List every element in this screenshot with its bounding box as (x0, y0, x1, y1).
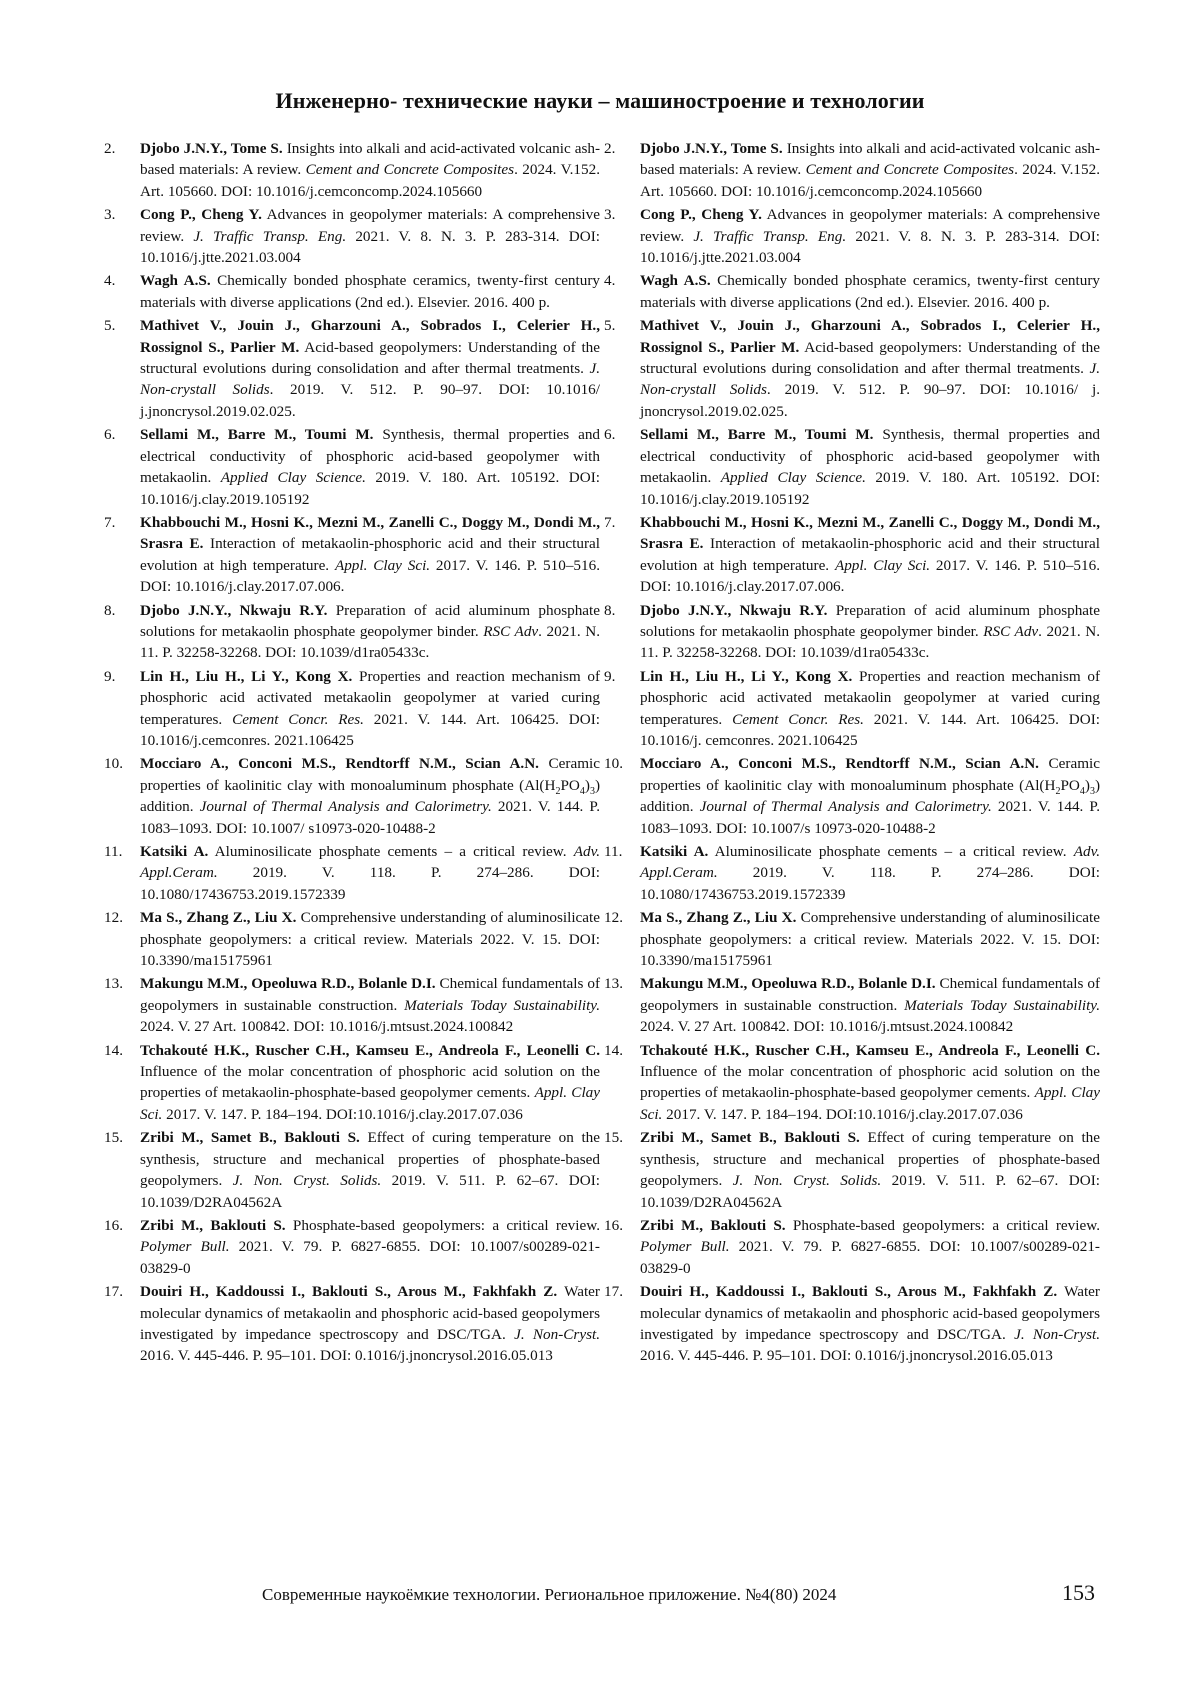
reference-source: Adv. Appl.Ceram. (640, 843, 1100, 882)
reference-item (104, 973, 600, 1037)
reference-authors: Mathivet V., Jouin J., Gharzouni A., Sobrados I., Celerier H., Rossignol S., Parlier M. (640, 317, 1100, 356)
reference-text (640, 1283, 1100, 1364)
reference-number: 13. (604, 975, 623, 993)
reference-item (604, 666, 1100, 752)
reference-title: Chemically bonded phosphate ceramics, twenty-first century materials with diverse applications (2nd ed.). Elsevier. 2016. 400 p. (140, 272, 600, 311)
reference-authors: Djobo J.N.Y., Nkwaju R.Y. (140, 601, 328, 619)
reference-item (104, 1040, 600, 1126)
reference-details: 2021. V. 144. Art. 106425. DOI: 10.1016/j.cemconres. 2021.106425 (140, 710, 600, 749)
reference-item (604, 270, 1100, 313)
reference-text (140, 1129, 600, 1210)
reference-item (604, 424, 1100, 510)
right-column (604, 138, 1100, 1369)
reference-source: Applied Clay Science. (220, 469, 366, 487)
reference-details: 2017. V. 146. P. 510–516. DOI: 10.1016/j.clay.2017.07.006. (640, 556, 1100, 596)
reference-details: 2019. V. 511. P. 62–67. DOI: 10.1039/D2RA04562A (140, 1172, 600, 1211)
reference-authors: Tchakouté H.K., Ruscher C.H., Kamseu E., Andreola F., Leonelli C. (640, 1041, 1100, 1059)
reference-authors: Khabbouchi M., Hosni K., Mezni M., Zanelli C., Doggy M., Dondi M., Srasra E. (140, 513, 600, 553)
reference-details: 2019. V. 180. Art. 105192. DOI: 10.1016/j.clay.2019.105192 (140, 469, 600, 508)
reference-text (640, 140, 1100, 200)
reference-source: Appl. Clay Sci. (640, 1084, 1100, 1123)
reference-text (140, 1217, 600, 1277)
reference-authors: Sellami M., Barre M., Toumi M. (140, 426, 374, 444)
reference-item (604, 753, 1100, 839)
reference-authors: Cong P., Cheng Y. (140, 206, 262, 224)
reference-title: Properties and reaction mechanism of phosphoric acid activated metakaolin geopolymer at varied curing temperatures. (140, 667, 601, 728)
reference-item (104, 424, 600, 510)
footer-journal-title: Современные наукоёмкие технологии. Региональное приложение. №4(80) 2024 (262, 1585, 837, 1604)
reference-number: 8. (104, 601, 116, 619)
reference-text (140, 668, 600, 749)
reference-number: 11. (604, 843, 623, 860)
reference-item (104, 600, 600, 664)
reference-text (640, 1042, 1100, 1123)
reference-source: Polymer Bull. (640, 1238, 730, 1256)
reference-details: 2016. V. 445-446. P. 95–101. DOI: 0.1016/j.jnoncrysol.2016.05.013 (140, 1347, 553, 1365)
reference-source: Appl. Clay Sci. (834, 556, 931, 574)
reference-authors: Zribi M., Baklouti S. (640, 1216, 786, 1234)
reference-number: 6. (604, 426, 616, 444)
reference-title: Aluminosilicate phosphate cements – a critical review. (208, 843, 574, 860)
reference-title: Properties and reaction mechanism of phosphoric acid activated metakaolin geopolymer at varied curing temperatures. (640, 667, 1101, 728)
reference-source: Materials Today Sustainability. (904, 996, 1100, 1014)
reference-details: 2019. V. 180. Art. 105192. DOI: 10.1016/j.clay.2019.105192 (640, 469, 1100, 508)
reference-number: 14. (604, 1041, 623, 1059)
reference-item (604, 907, 1100, 971)
reference-details: 2024. V. 27 Art. 100842. DOI: 10.1016/j.mtsust.2024.100842 (640, 1018, 1014, 1036)
reference-details: 2021. V. 8. N. 3. P. 283-314. DOI: 10.1016/j.jtte.2021.03.004 (140, 227, 600, 267)
reference-source: J. Traffic Transp. Eng. (693, 227, 847, 245)
reference-source: Journal of Thermal Analysis and Calorimetry. (199, 798, 492, 816)
reference-source: RSC Adv (483, 622, 539, 640)
reference-source: J. Non-crystall Solids (140, 360, 600, 399)
reference-authors: Zribi M., Samet B., Baklouti S. (640, 1129, 860, 1147)
formula-part: ) (584, 776, 590, 794)
reference-authors: Khabbouchi M., Hosni K., Mezni M., Zanelli C., Doggy M., Dondi M., Srasra E. (640, 513, 1100, 553)
reference-text (140, 206, 600, 266)
reference-number: 4. (604, 272, 616, 290)
reference-text (140, 272, 600, 310)
reference-details: 2021. V. 144. P. 1083–1093. DOI: 10.1007/s 10973-020-10488-2 (640, 798, 1100, 837)
reference-text (640, 602, 1100, 662)
reference-item (104, 270, 600, 313)
reference-authors: Lin H., Liu H., Li Y., Kong X. (140, 667, 353, 685)
reference-list-right (604, 138, 1100, 1367)
reference-text (640, 668, 1100, 749)
reference-details: . 2021. N. 11. P. 32258-32268. DOI: 10.1039/d1ra05433c. (640, 622, 1101, 662)
reference-details: 2024. V. 27 Art. 100842. DOI: 10.1016/j.mtsust.2024.100842 (140, 1018, 514, 1036)
reference-item (604, 204, 1100, 268)
reference-item (604, 841, 1100, 905)
reference-source: J. Non. Cryst. Solids. (232, 1172, 382, 1190)
reference-details: 2021. V. 144. P. 1083–1093. DOI: 10.1007/ s10973-020-10488-2 (140, 798, 600, 837)
reference-text (640, 206, 1100, 266)
reference-number: 3. (104, 206, 116, 224)
reference-number: 10. (104, 755, 123, 773)
reference-item (604, 973, 1100, 1037)
reference-source: J. Non-Cryst. (1014, 1325, 1101, 1343)
reference-title: Effect of curing temperature on the synthesis, structure and mechanical properties of phosphate-based geopolymers. (640, 1129, 1100, 1190)
subscript: 2 (1055, 785, 1061, 797)
reference-title: Preparation of acid aluminum phosphate solutions for metakaolin phosphate geopolymer binder. (140, 601, 600, 640)
reference-details: 2016. V. 445-446. P. 95–101. DOI: 0.1016/j.jnoncrysol.2016.05.013 (640, 1347, 1053, 1365)
reference-number: 17. (604, 1283, 623, 1301)
reference-source: J. Non. Cryst. Solids. (732, 1172, 882, 1190)
reference-text (140, 843, 600, 903)
reference-text (640, 1217, 1100, 1277)
reference-authors: Djobo J.N.Y., Tome S. (640, 140, 783, 157)
reference-number: 13. (104, 975, 123, 993)
reference-number: 7. (104, 513, 116, 531)
reference-number: 9. (604, 667, 616, 685)
reference-item (604, 138, 1100, 202)
reference-number: 4. (104, 272, 116, 290)
running-head-title: Инженерно- технические науки – машиностроение и технологии (275, 88, 925, 113)
reference-item (104, 753, 600, 839)
reference-title: Acid-based geopolymers: Understanding of the structural evolutions during consolidation and after thermal treatments. (140, 338, 600, 378)
subscript: 4 (1079, 785, 1085, 797)
reference-authors: Lin H., Liu H., Li Y., Kong X. (640, 667, 853, 685)
reference-item (104, 204, 600, 268)
reference-authors: Ma S., Zhang Z., Liu X. (140, 909, 297, 927)
reference-item (604, 1127, 1100, 1213)
reference-text (140, 755, 600, 836)
reference-number: 2. (104, 140, 116, 157)
reference-text (640, 1129, 1100, 1210)
reference-authors: Djobo J.N.Y., Tome S. (140, 140, 283, 157)
reference-title: Insights into alkali and acid-activated volcanic ash-based materials: A review. (140, 140, 601, 179)
reference-details: 2017. V. 147. P. 184–194. DOI:10.1016/j.clay.2017.07.036 (162, 1105, 523, 1123)
reference-source: J. Non-Cryst. (514, 1325, 601, 1343)
reference-item (604, 315, 1100, 422)
reference-text (140, 317, 600, 420)
reference-source: Applied Clay Science. (720, 469, 866, 487)
reference-text (140, 1042, 600, 1123)
reference-list-left (104, 138, 600, 1367)
reference-authors: Makungu M.M., Opeoluwa R.D., Bolanle D.I. (140, 975, 436, 993)
reference-text (140, 426, 600, 507)
formula-part: ) (1084, 776, 1090, 794)
reference-number: 11. (104, 843, 123, 860)
reference-title: Acid-based geopolymers: Understanding of the structural evolutions during consolidation and after thermal treatments. (640, 338, 1100, 378)
reference-authors: Douiri H., Kaddoussi I., Baklouti S., Arous M., Fakhfakh Z. (640, 1283, 1058, 1301)
reference-item (104, 1281, 600, 1367)
reference-source: RSC Adv (983, 622, 1039, 640)
reference-text (640, 272, 1100, 310)
reference-number: 16. (604, 1216, 623, 1234)
subscript: 4 (579, 785, 585, 797)
reference-authors: Tchakouté H.K., Ruscher C.H., Kamseu E., Andreola F., Leonelli C. (140, 1041, 600, 1059)
reference-title: Synthesis, thermal properties and electrical conductivity of phosphoric acid-based geopolymer with metakaolin. (640, 426, 1101, 487)
reference-details: . 2019. V. 512. P. 90–97. DOI: 10.1016/ j.jnoncrysol.2019.02.025. (140, 381, 600, 420)
reference-authors: Wagh A.S. (140, 272, 211, 290)
reference-details: 2021. V. 144. Art. 106425. DOI: 10.1016/j. cemconres. 2021.106425 (640, 710, 1100, 749)
reference-text (640, 514, 1100, 595)
formula-part: PO (1060, 776, 1080, 794)
reference-item (104, 841, 600, 905)
reference-authors: Mocciaro A., Conconi M.S., Rendtorff N.M., Scian A.N. (140, 755, 539, 773)
reference-title: Water molecular dynamics of metakaolin and phosphoric acid-based geopolymers investigated by impedance spectroscopy and DSC/TGA. (640, 1283, 1100, 1343)
reference-item (604, 512, 1100, 598)
reference-title: Ceramic properties of kaolinitic clay with monoaluminum phosphate (Al(H (640, 755, 1100, 794)
reference-item (604, 600, 1100, 664)
reference-text (640, 426, 1100, 507)
reference-authors: Cong P., Cheng Y. (640, 206, 762, 224)
reference-authors: Mocciaro A., Conconi M.S., Rendtorff N.M., Scian A.N. (640, 755, 1039, 773)
reference-number: 5. (604, 317, 616, 335)
reference-number: 2. (604, 140, 616, 157)
reference-title: Comprehensive understanding of aluminosilicate phosphate geopolymers: a critical review. Materials 2022. V. 15. DOI: 10.3390/ma15175961 (640, 909, 1100, 970)
reference-title: Advances in geopolymer materials: A comprehensive review. (140, 206, 600, 245)
reference-number: 12. (104, 909, 123, 927)
reference-title: Synthesis, thermal properties and electrical conductivity of phosphoric acid-based geopolymer with metakaolin. (140, 426, 601, 487)
reference-details: . 2024. V.152. Art. 105660. DOI: 10.1016/j.cemconcomp.2024.105660 (640, 161, 1100, 200)
reference-text (640, 909, 1100, 969)
reference-title: Chemical fundamentals of geopolymers in sustainable construction. (640, 975, 1101, 1014)
reference-item (104, 666, 600, 752)
reference-details: 2019. V. 118. P. 274–286. DOI: 10.1080/17436753.2019.1572339 (640, 864, 1100, 903)
reference-authors: Douiri H., Kaddoussi I., Baklouti S., Arous M., Fakhfakh Z. (140, 1283, 558, 1301)
reference-source: Cement and Concrete Composites (805, 161, 1015, 179)
reference-source: Materials Today Sustainability. (404, 996, 600, 1014)
reference-title: Chemically bonded phosphate ceramics, twenty-first century materials with diverse applications (2nd ed.). Elsevier. 2016. 400 p. (640, 272, 1100, 311)
reference-text (140, 1283, 600, 1364)
reference-details: 2021. V. 8. N. 3. P. 283-314. DOI: 10.1016/j.jtte.2021.03.004 (640, 227, 1100, 267)
reference-text (140, 909, 600, 969)
reference-source: Polymer Bull. (140, 1238, 230, 1256)
reference-number: 14. (104, 1041, 123, 1059)
reference-title: Insights into alkali and acid-activated volcanic ash-based materials: A review. (640, 140, 1101, 179)
reference-item (104, 315, 600, 422)
reference-source: Appl. Clay Sci. (334, 556, 431, 574)
reference-source: Cement Concr. Res. (732, 710, 864, 728)
reference-title: Preparation of acid aluminum phosphate solutions for metakaolin phosphate geopolymer binder. (640, 601, 1100, 640)
reference-text (140, 975, 600, 1035)
page-number: 153 (1062, 1580, 1095, 1605)
subscript: 2 (555, 785, 561, 797)
reference-title: Chemical fundamentals of geopolymers in sustainable construction. (140, 975, 601, 1014)
reference-details: . 2019. V. 512. P. 90–97. DOI: 10.1016/ j. jnoncrysol.2019.02.025. (640, 381, 1100, 420)
reference-number: 10. (604, 755, 623, 773)
reference-authors: Mathivet V., Jouin J., Gharzouni A., Sobrados I., Celerier H., Rossignol S., Parlier M. (140, 317, 600, 356)
reference-authors: Sellami M., Barre M., Toumi M. (640, 426, 874, 444)
reference-item (604, 1040, 1100, 1126)
reference-item (104, 1215, 600, 1279)
reference-title: Advances in geopolymer materials: A comprehensive review. (640, 206, 1100, 245)
reference-source: Cement and Concrete Composites (305, 161, 515, 179)
reference-authors: Makungu M.M., Opeoluwa R.D., Bolanle D.I. (640, 975, 936, 993)
reference-title: Phosphate-based geopolymers: a critical review. (285, 1216, 600, 1234)
reference-authors: Zribi M., Samet B., Baklouti S. (140, 1129, 360, 1147)
reference-item (104, 1127, 600, 1213)
reference-text (140, 514, 600, 595)
reference-title: Influence of the molar concentration of phosphoric acid solution on the properties of metakaolin-phosphate-based geopolymer cements. (640, 1063, 1100, 1102)
reference-title-cont: ) addition. (140, 776, 600, 816)
reference-details: 2019. V. 511. P. 62–67. DOI: 10.1039/D2RA04562A (640, 1172, 1100, 1211)
reference-source: Appl. Clay Sci. (140, 1084, 600, 1123)
reference-number: 3. (604, 206, 616, 224)
reference-number: 15. (604, 1129, 623, 1147)
left-column (104, 138, 600, 1369)
reference-title: Aluminosilicate phosphate cements – a critical review. (708, 843, 1074, 860)
reference-title: Comprehensive understanding of aluminosilicate phosphate geopolymers: a critical review. Materials 2022. V. 15. DOI: 10.3390/ma15175961 (140, 909, 600, 970)
reference-authors: Djobo J.N.Y., Nkwaju R.Y. (640, 601, 828, 619)
reference-title: Influence of the molar concentration of phosphoric acid solution on the properties of metakaolin-phosphate-based geopolymer cements. (140, 1063, 600, 1102)
reference-item (604, 1215, 1100, 1279)
reference-text (640, 755, 1100, 836)
reference-title-cont: ) addition. (640, 776, 1100, 816)
reference-authors: Zribi M., Baklouti S. (140, 1216, 286, 1234)
reference-item (104, 138, 600, 202)
formula-part: PO (560, 776, 580, 794)
reference-source: Cement Concr. Res. (232, 710, 364, 728)
reference-item (604, 1281, 1100, 1367)
reference-details: 2019. V. 118. P. 274–286. DOI: 10.1080/17436753.2019.1572339 (140, 864, 600, 903)
reference-number: 17. (104, 1283, 123, 1301)
reference-text (640, 843, 1100, 903)
reference-title: Effect of curing temperature on the synthesis, structure and mechanical properties of phosphate-based geopolymers. (140, 1129, 600, 1190)
reference-number: 8. (604, 601, 616, 619)
reference-item (104, 512, 600, 598)
reference-number: 16. (104, 1216, 123, 1234)
reference-number: 7. (604, 513, 616, 531)
reference-number: 5. (104, 317, 116, 335)
reference-authors: Ma S., Zhang Z., Liu X. (640, 909, 797, 927)
subscript: 3 (1089, 785, 1095, 797)
reference-number: 9. (104, 667, 116, 685)
reference-text (640, 317, 1100, 420)
reference-number: 15. (104, 1129, 123, 1147)
reference-details: 2021. V. 79. P. 6827-6855. DOI: 10.1007/s00289-021-03829-0 (640, 1238, 1100, 1277)
reference-source: J. Non-crystall Solids (640, 360, 1100, 399)
reference-details: 2021. V. 79. P. 6827-6855. DOI: 10.1007/s00289-021-03829-0 (140, 1238, 600, 1277)
reference-details: 2017. V. 146. P. 510–516. DOI: 10.1016/j.clay.2017.07.006. (140, 556, 600, 596)
reference-authors: Katsiki A. (640, 843, 709, 860)
reference-title: Water molecular dynamics of metakaolin and phosphoric acid-based geopolymers investigated by impedance spectroscopy and DSC/TGA. (140, 1283, 600, 1343)
reference-text (140, 602, 600, 662)
reference-source: Adv. Appl.Ceram. (140, 843, 600, 882)
reference-authors: Wagh A.S. (640, 272, 711, 290)
reference-item (104, 907, 600, 971)
reference-text (640, 975, 1100, 1035)
reference-details: . 2021. N. 11. P. 32258-32268. DOI: 10.1039/d1ra05433c. (140, 622, 601, 662)
reference-title: Ceramic properties of kaolinitic clay with monoaluminum phosphate (Al(H (140, 755, 600, 794)
reference-source: J. Traffic Transp. Eng. (193, 227, 347, 245)
reference-authors: Katsiki A. (140, 843, 209, 860)
reference-title: Interaction of metakaolin-phosphoric acid and their structural evolution at high temperature. (140, 535, 600, 574)
reference-number: 12. (604, 909, 623, 927)
subscript: 3 (589, 785, 595, 797)
reference-number: 6. (104, 426, 116, 444)
reference-title: Phosphate-based geopolymers: a critical review. (785, 1216, 1100, 1234)
reference-details: . 2024. V.152. Art. 105660. DOI: 10.1016/j.cemconcomp.2024.105660 (140, 161, 600, 200)
reference-title: Interaction of metakaolin-phosphoric acid and their structural evolution at high temperature. (640, 535, 1100, 574)
reference-text (140, 140, 600, 200)
reference-details: 2017. V. 147. P. 184–194. DOI:10.1016/j.clay.2017.07.036 (662, 1105, 1023, 1123)
reference-source: Journal of Thermal Analysis and Calorimetry. (699, 798, 992, 816)
